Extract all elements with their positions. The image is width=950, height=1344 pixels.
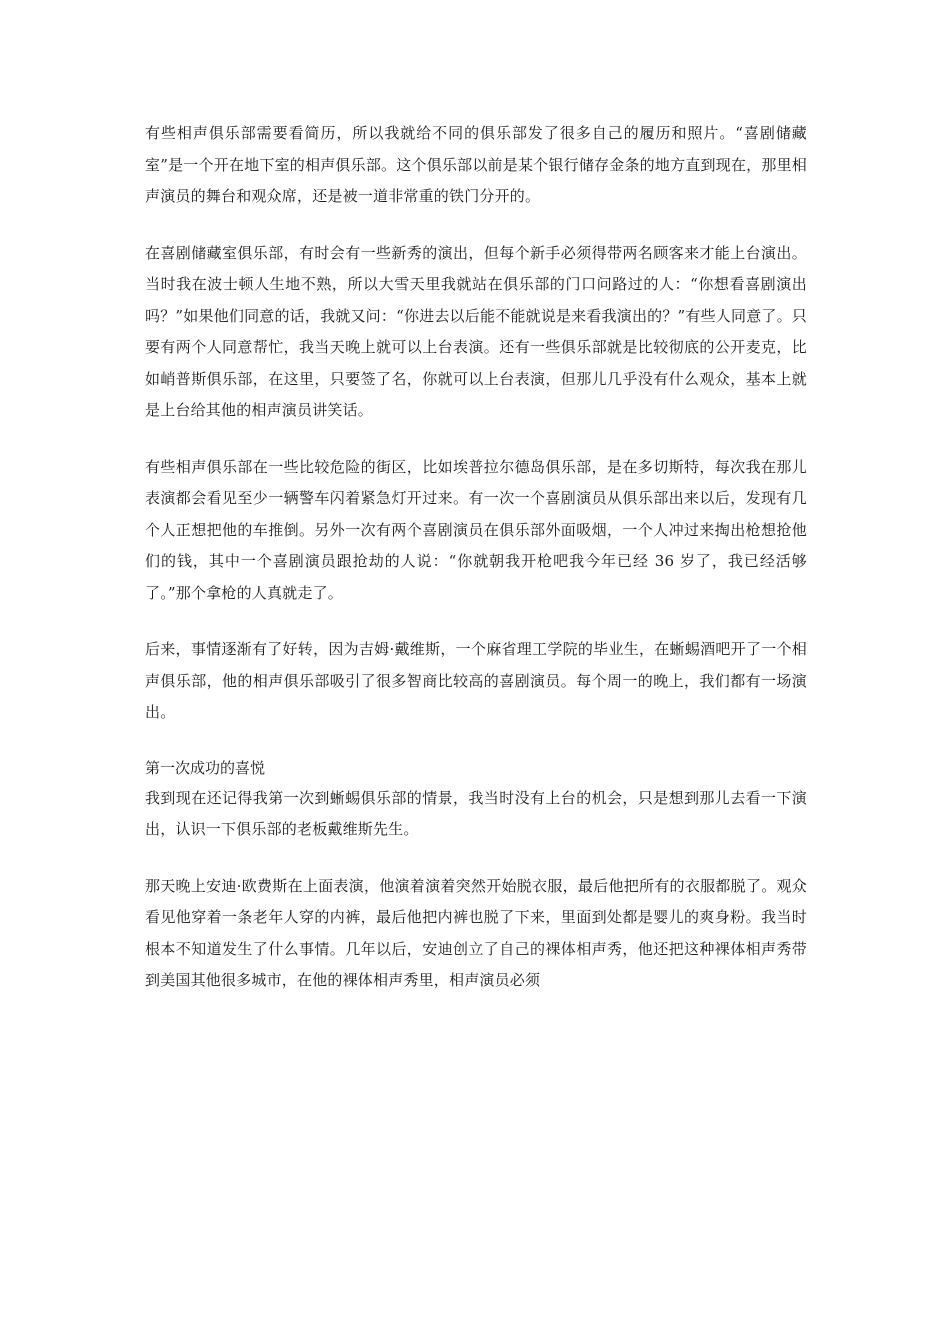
paragraph-5: 我到现在还记得我第一次到蜥蜴俱乐部的情景，我当时没有上台的机会，只是想到那儿去看一下演出，认识一下俱乐部的老板戴维斯先生。 bbox=[145, 788, 807, 838]
paragraph-6: 那天晚上安迪·欧费斯在上面表演，他演着演着突然开始脱衣服，最后他把所有的衣服都脱了。观众看见他穿着一条老年人穿的内裤，最后他把内裤也脱了下来，里面到处都是婴儿的爽身粉。我当时根本不知道发生了什么事情。几年以后，安迪创立了自己的裸体相声秀，他还把这种裸体相声秀带到美国其他很多城市，在他的裸体相声秀里，相声演员必须 bbox=[145, 876, 807, 989]
section-heading: 第一次成功的喜悦 bbox=[145, 758, 266, 777]
paragraph-3: 有些相声俱乐部在一些比较危险的街区，比如埃普拉尔德岛俱乐部，是在多切斯特，每次我在那儿表演都会看见至少一辆警车闪着紧急灯开过来。有一次一个喜剧演员从俱乐部出来以后，发现有几个人正想把他的车推倒。另外一次有两个喜剧演员在俱乐部外面吸烟，一个人冲过来掏出枪想抢他们的钱，其中一个喜剧演员跟抢劫的人说：“你就朝我开枪吧我今年已经 36 岁了，我已经活够了。”那个拿枪的人真就走了。 bbox=[145, 457, 807, 602]
paragraph-1: 有些相声俱乐部需要看简历，所以我就给不同的俱乐部发了很多自己的履历和照片。“喜剧储藏室”是一个开在地下室的相声俱乐部。这个俱乐部以前是某个银行储存金条的地方直到现在，那里相声演员的舞台和观众席，还是被一道非常重的铁门分开的。 bbox=[145, 124, 807, 205]
document-body bbox=[145, 118, 807, 1022]
paragraph-4: 后来，事情逐渐有了好转，因为吉姆·戴维斯，一个麻省理工学院的毕业生，在蜥蜴酒吧开了一个相声俱乐部，他的相声俱乐部吸引了很多智商比较高的喜剧演员。每个周一的晚上，我们都有一场演出。 bbox=[145, 640, 807, 721]
paragraph-2: 在喜剧储藏室俱乐部，有时会有一些新秀的演出，但每个新手必须得带两名顾客来才能上台演出。当时我在波士顿人生地不熟，所以大雪天里我就站在俱乐部的门口问路过的人：“你想看喜剧演出吗？”如果他们同意的话，我就又问：“你进去以后能不能就说是来看我演出的？”有些人同意了。只要有两个人同意帮忙，我当天晚上就可以上台表演。还有一些俱乐部就是比较彻底的公开麦克，比如峭普斯俱乐部，在这里，只要签了名，你就可以上台表演，但那儿几乎没有什么观众，基本上就是上台给其他的相声演员讲笑话。 bbox=[145, 243, 808, 419]
